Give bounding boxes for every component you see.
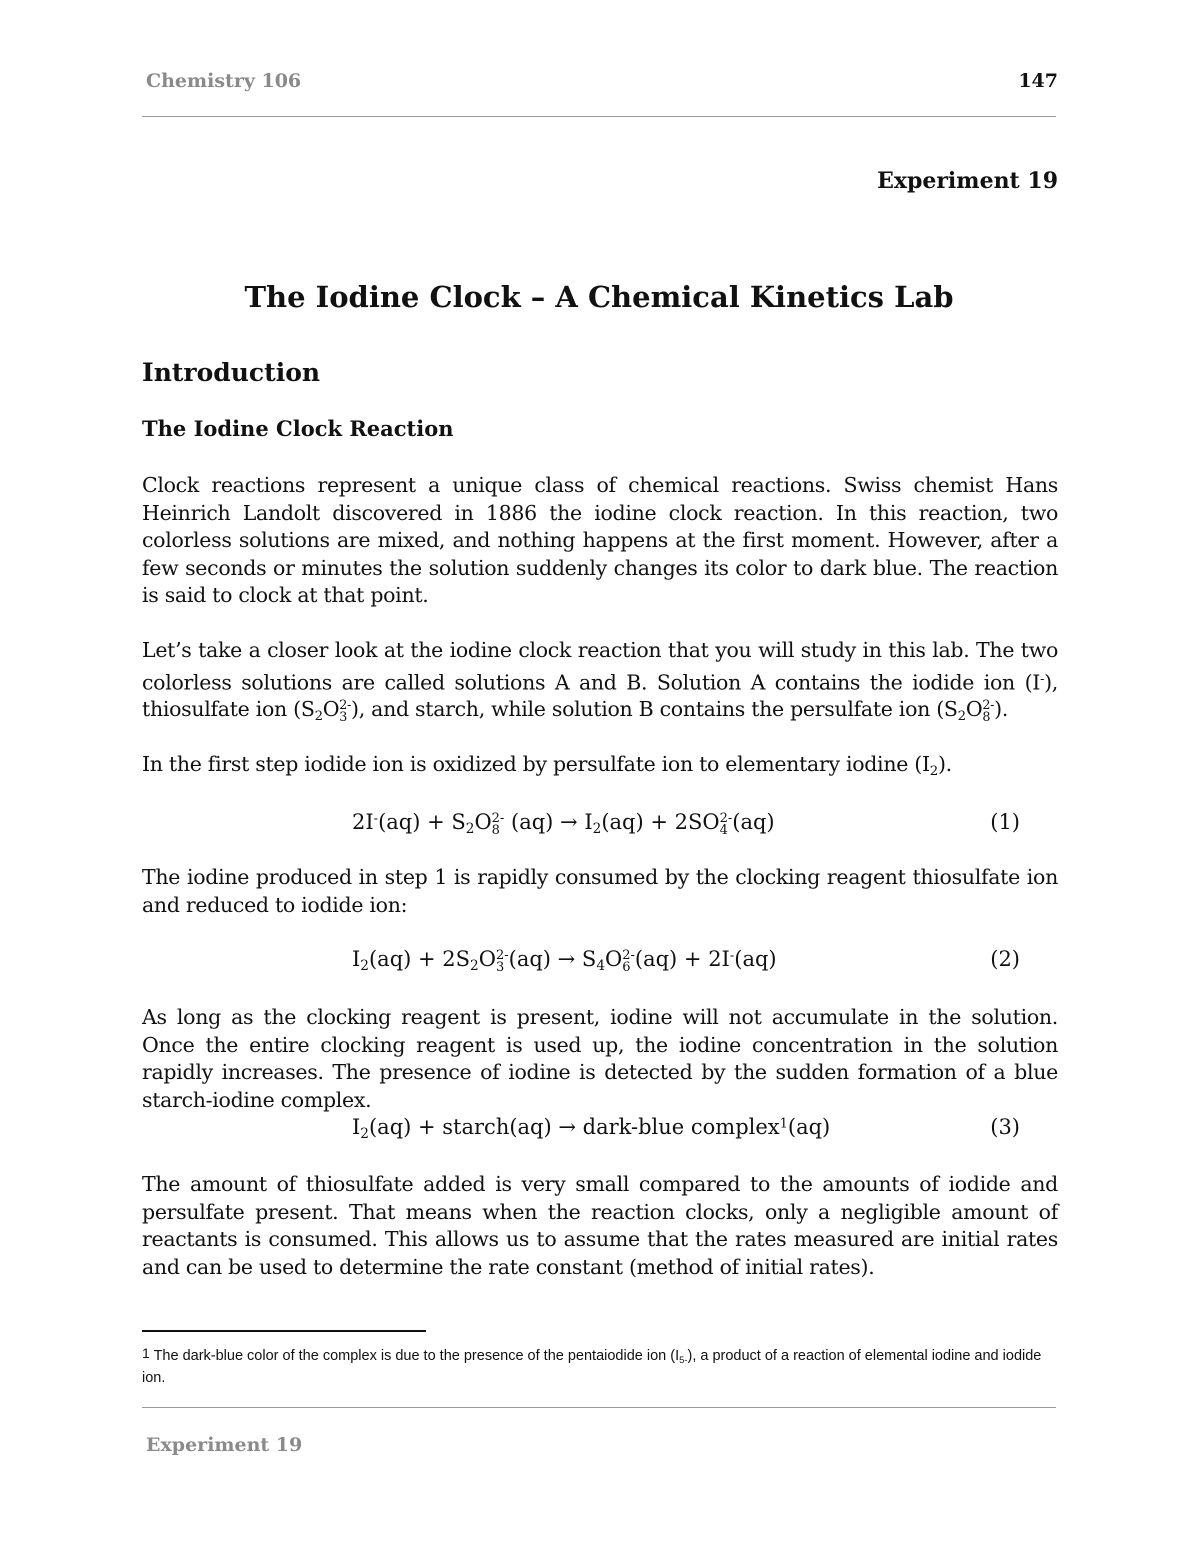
header-rule	[142, 116, 1056, 117]
page-title: The Iodine Clock – A Chemical Kinetics Lab	[244, 280, 954, 314]
subsection-heading-iodine-clock: The Iodine Clock Reaction	[142, 416, 454, 441]
equation-2-number: (2)	[990, 947, 1020, 971]
footer-rule	[142, 1407, 1056, 1408]
footnote-separator	[142, 1330, 426, 1332]
running-footer: Experiment 19	[146, 1434, 303, 1456]
page-number: 147	[1018, 70, 1058, 92]
section-heading-introduction: Introduction	[142, 358, 321, 387]
experiment-label: Experiment 19	[877, 168, 1058, 194]
equation-3-expression: $I_2(aq)$ + starch(aq) → dark-blue complex$^1$(aq)	[352, 1115, 831, 1143]
paragraph-clocking-reagent: As long as the clocking reagent is present, iodine will not accumulate in the solution. Once the entire clocking reagent is used up, the iodine concentration in the solution rapidly increases. The presence of iodine is detected by the sudden formation of a blue starch-iodine complex.	[142, 1005, 1058, 1112]
equation-2-expression: $I_2(aq) + 2S_2O$ 2- 3 $(aq) \to S_4O$ 2- 6 (aq) + 2I-(aq)	[352, 947, 777, 975]
equation-3-number: (3)	[990, 1115, 1020, 1139]
paragraph-first-step: In the first step iodide ion is oxidized by persulfate ion to elementary iodine $(I_2)$.	[142, 752, 952, 779]
equation-2	[142, 947, 1058, 977]
equation-3	[142, 1115, 1058, 1145]
footnote-marker: 1	[142, 1345, 150, 1361]
equation-1-expression: $2I^-(aq) + S_2O$ 2- 8 $(aq) \to I_2(aq) + 2SO$ 2- 4 (aq)	[352, 810, 775, 838]
paragraph-initial-rates: The amount of thiosulfate added is very small compared to the amounts of iodide and persulfate present. That means when the reaction clocks, only a negligible amount of reactants is consumed. This allows us to assume that the rates measured are initial rates and can be used to determine the rate constant (method of initial rates).	[142, 1172, 1058, 1279]
equation-1-number: (1)	[990, 810, 1020, 834]
paragraph-clock-reactions: Clock reactions represent a unique class of chemical reactions. Swiss chemist Hans Heinrich Landolt discovered in 1886 the iodine clock reaction. In this reaction, two colorless solutions are mixed, and nothing happens at the first moment. However, after a few seconds or minutes the solution suddenly changes its color to dark blue. The reaction is said to clock at that point.	[142, 473, 1058, 607]
footnote: $^1$ The dark-blue color of the complex is due to the presence of the pentaiodide ion $(I_{5-})$, a product of a reaction of elemental iodine and iodide ion.	[142, 1345, 1042, 1386]
equation-1	[142, 810, 1058, 840]
paragraph-iodine-consumed: The iodine produced in step 1 is rapidly consumed by the clocking reagent thiosulfate ion and reduced to iodide ion:	[142, 865, 1058, 917]
running-header-course: Chemistry 106	[146, 70, 302, 92]
paragraph-solutions: Let’s take a closer look at the iodine clock reaction that you will study in this lab. The two colorless solutions are called solutions A and B. Solution A contains the iodide ion (I-), thiosulfate ion ($S_2O$ 2- 3 ), and starch, while solution B contains the persulfate ion ($S_2O$ 2- 8 ).	[142, 638, 1058, 725]
